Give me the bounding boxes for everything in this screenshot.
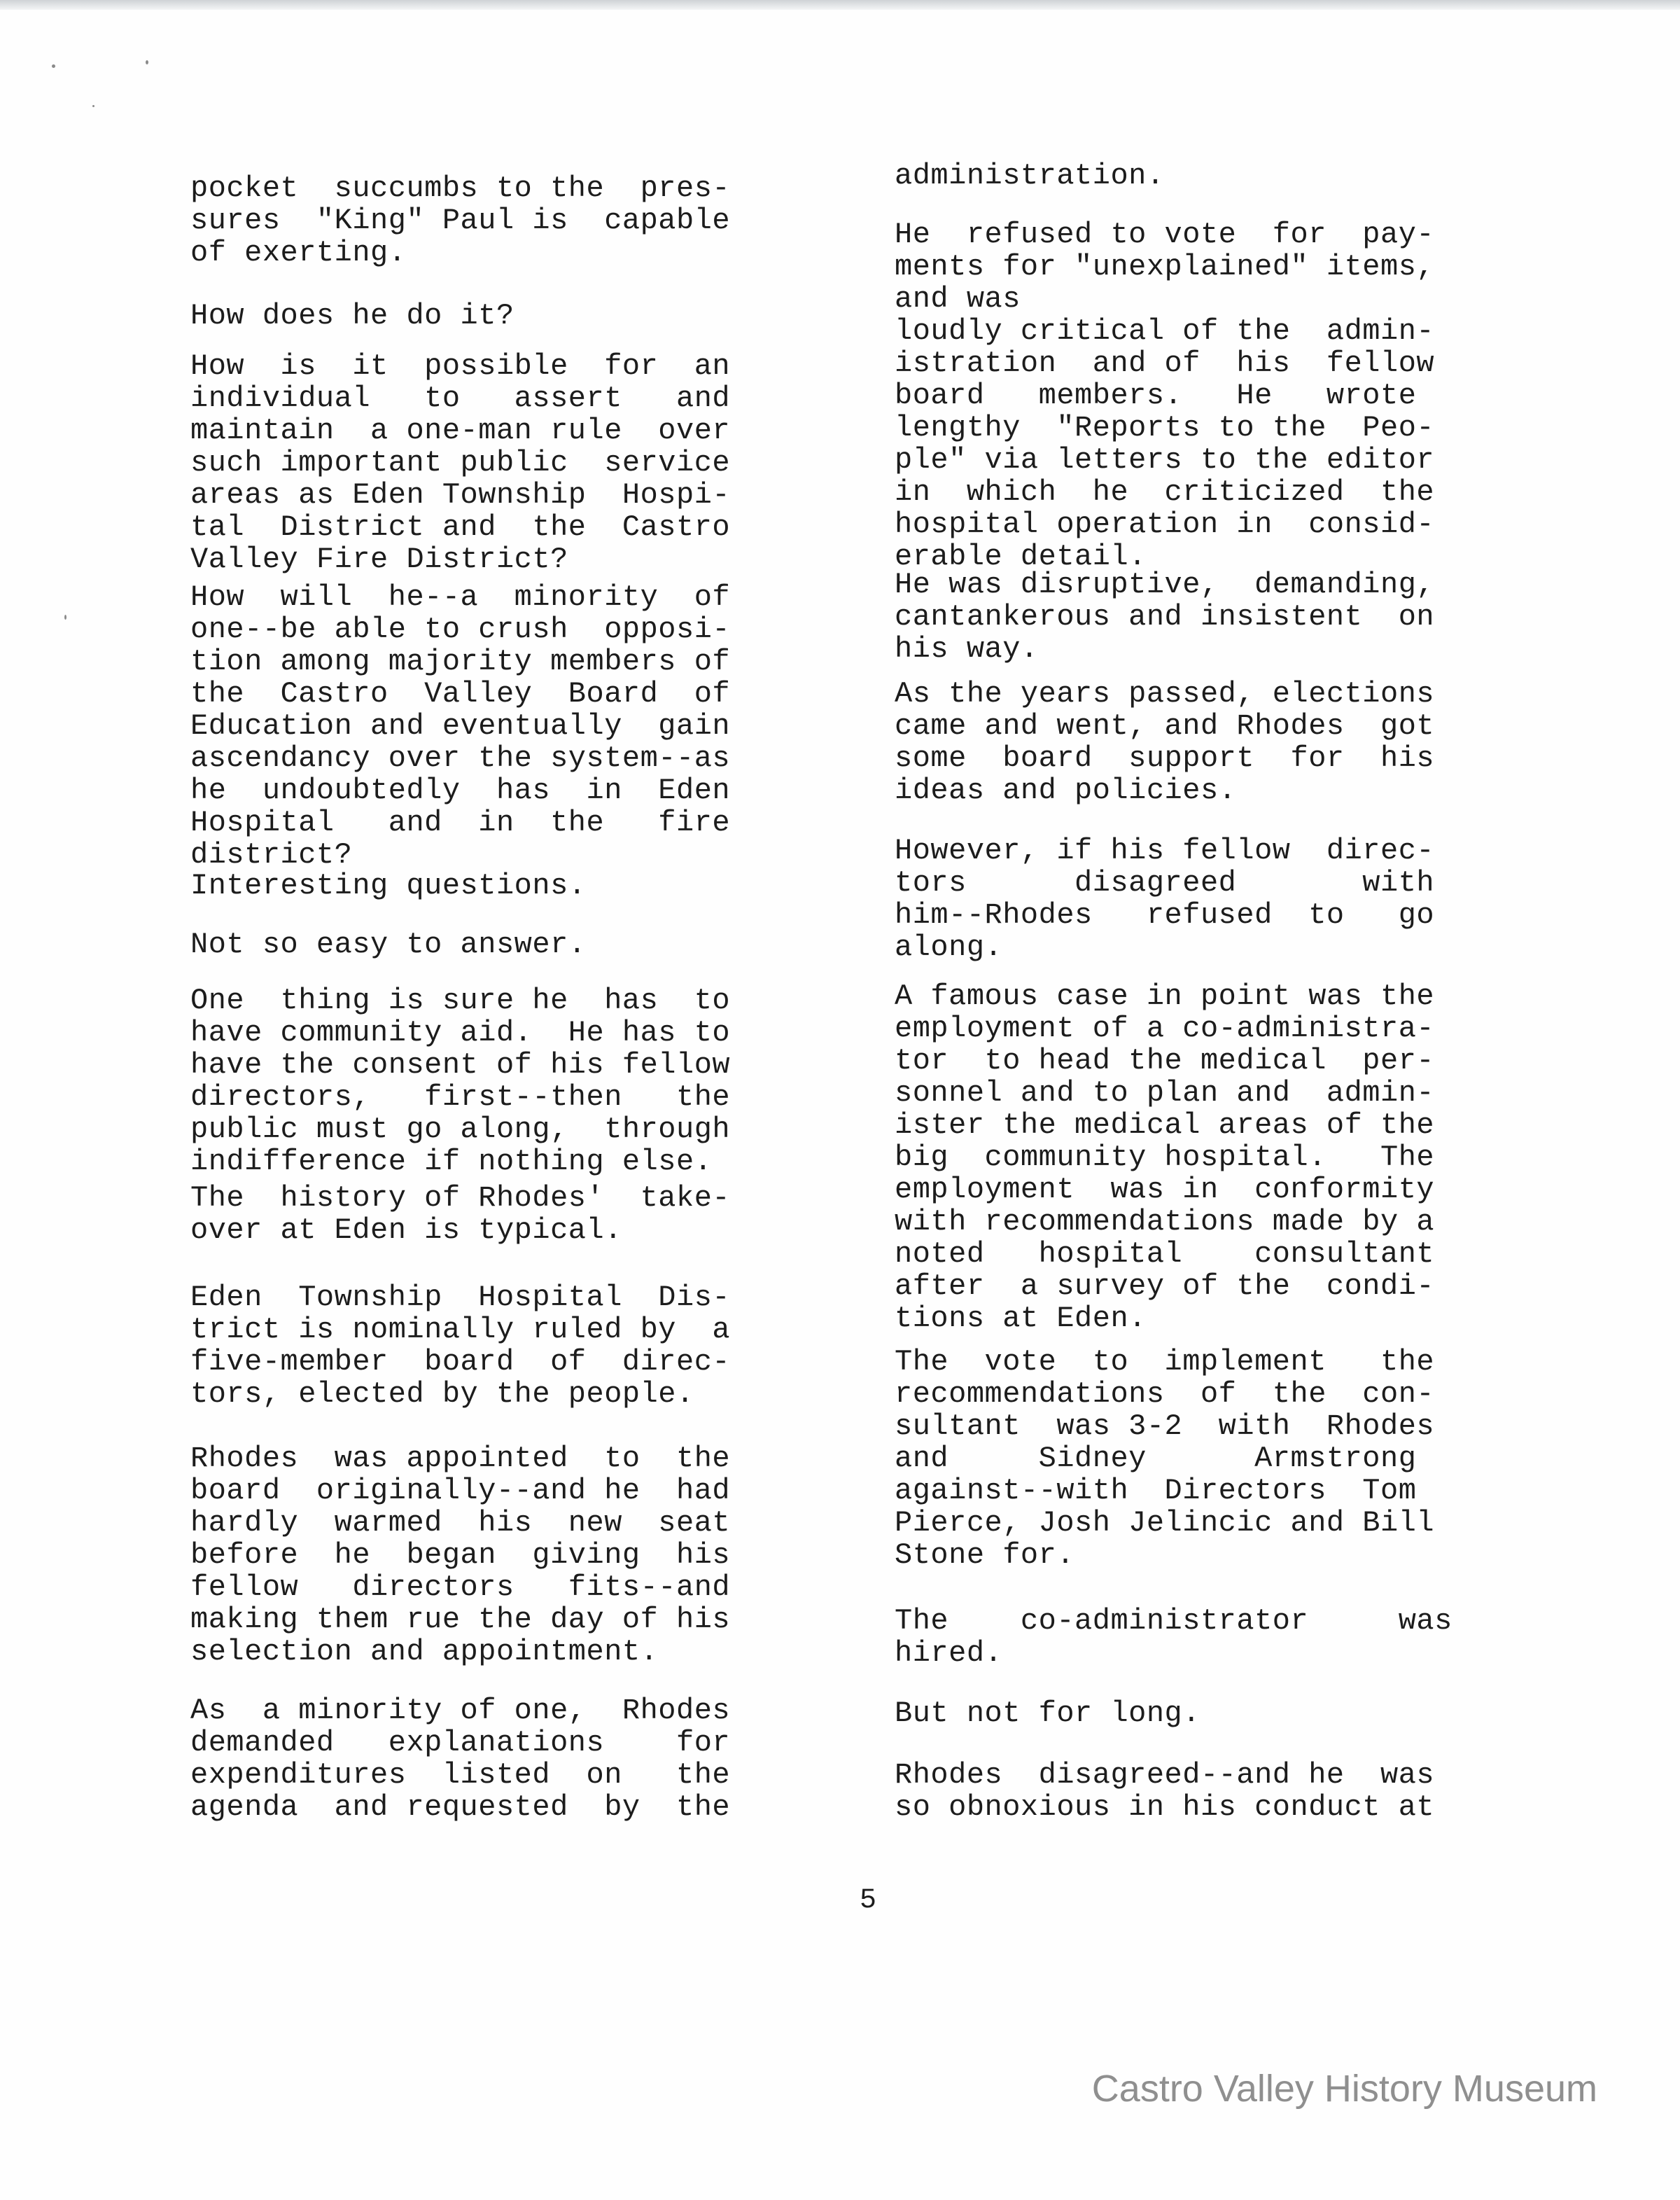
paragraph: He refused to vote for pay- ments for "unexplained" items, and was loudly critical of the admin- istration and of his fellow board members. He wrote lengthy "Reports to the Peo- ple" via letters to the editor in which he criticized the hospital operation in consid- erable detail.: [895, 218, 1435, 573]
paragraph: pocket succumbs to the pres- sures "King" Paul is capable of exerting.: [190, 172, 731, 270]
paragraph: Not so easy to answer.: [190, 928, 587, 961]
paragraph: How will he--a minority of one--be able to crush opposi- tion among majority members of the Castro Valley Board of Education and eventually gain ascendancy over the system--as he undoubtedly has in Eden Hospital and in the fire district?: [190, 580, 731, 872]
paragraph: But not for long.: [895, 1697, 1200, 1730]
page-number: 5: [859, 1885, 876, 1916]
paragraph: How is it possible for an individual to assert and maintain a one-man rule over such important public service areas as Eden Township Hospi- tal District and the Castro Valley Fire District?: [190, 349, 731, 576]
paragraph: He was disruptive, demanding, cantankerous and insistent on his way.: [895, 568, 1435, 666]
paragraph: Rhodes disagreed--and he was so obnoxious in his conduct at: [895, 1758, 1435, 1824]
paragraph: As the years passed, elections came and went, and Rhodes got some board support for his ideas and policies.: [895, 677, 1435, 807]
paragraph: The history of Rhodes' take- over at Eden is typical.: [190, 1181, 731, 1247]
paragraph: A famous case in point was the employment of a co-administra- tor to head the medical per- sonnel and to plan and admin- ister the medical areas of the big community hospital. The employment was in conformity with recommendations made by a noted hospital consultant after a survey of the condi- tions at Eden.: [895, 980, 1435, 1335]
scan-top-edge: [0, 0, 1680, 10]
scan-speck: [146, 60, 148, 64]
paragraph: Interesting questions.: [190, 869, 587, 903]
paragraph: Rhodes was appointed to the board originally--and he had hardly warmed his new seat before he began giving his fellow directors fits--and making them rue the day of his selection and appointment.: [190, 1442, 731, 1669]
paragraph: Eden Township Hospital Dis- trict is nominally ruled by a five-member board of direc- tors, elected by the people.: [190, 1281, 731, 1411]
museum-watermark: Castro Valley History Museum: [1091, 2068, 1597, 2110]
paragraph: One thing is sure he has to have community aid. He has to have the consent of his fellow directors, first--then the public must go along, through indifference if nothing else.: [190, 984, 731, 1178]
paragraph: How does he do it?: [190, 299, 514, 333]
paragraph: The vote to implement the recommendations of the con- sultant was 3-2 with Rhodes and Sidney Armstrong against--with Directors Tom Pierce, Josh Jelincic and Bill Stone for.: [895, 1345, 1435, 1572]
paragraph: However, if his fellow direc- tors disagreed with him--Rhodes refused to go along.: [895, 834, 1435, 964]
scan-speck: [92, 105, 94, 107]
scan-speck: [52, 64, 55, 68]
paragraph: The co-administrator was hired.: [895, 1604, 1452, 1670]
paragraph: administration.: [895, 159, 1165, 193]
paragraph: As a minority of one, Rhodes demanded explanations for expenditures listed on the agenda and requested by the: [190, 1694, 731, 1824]
scan-speck: [64, 615, 66, 620]
